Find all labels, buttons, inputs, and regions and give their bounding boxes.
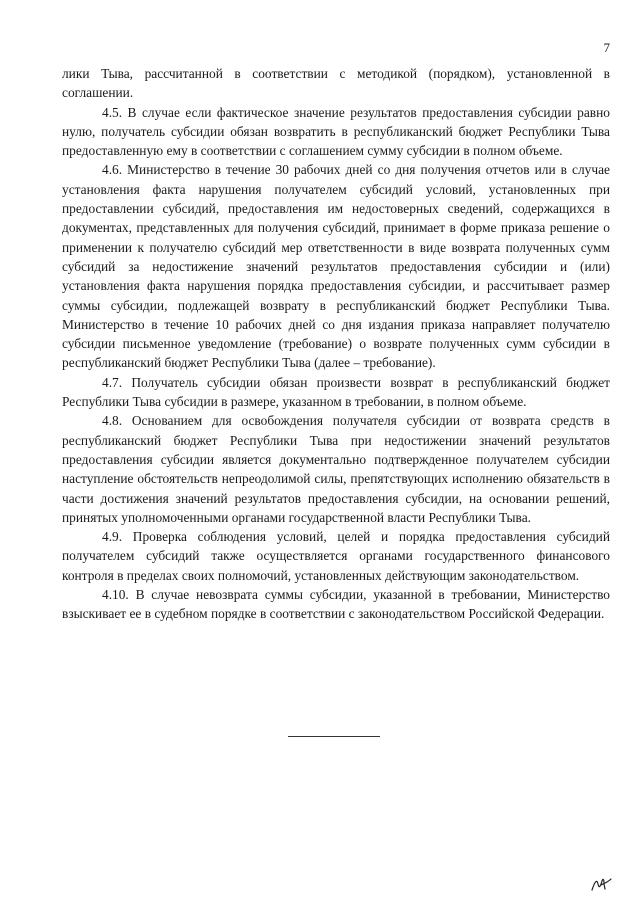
end-of-document-rule [288,736,380,737]
paragraph-4-9: 4.9. Проверка соблюдения условий, целей и порядка предоставления субсидий получателем субсидий также осуществляется органами государственного финансового контроля в пределах своих полномочий, установленных действующим законодательством. [62,529,610,583]
paragraph-4-7: 4.7. Получатель субсидии обязан произвести возврат в республиканский бюджет Республики Тыва субсидии в размере, указанном в требовании, в полном объеме. [62,374,610,410]
paragraph-4-8: 4.8. Основанием для освобождения получателя субсидии от возврата средств в республиканский бюджет Республики Тыва при недостижении значений результатов предоставления субсидии является документально подтвержденное получателем субсидии наступление обстоятельств непреодолимой силы, препятствующих исполнению обязательств в части достижения значений результатов предоставления субсидии, на основании решений, принятых уполномоченными органами государственной власти Республики Тыва. [62,413,610,525]
paragraph-4-5: 4.5. В случае если фактическое значение результатов предоставления субсидии равно нулю, получатель субсидии обязан возвратить в республиканский бюджет Республики Тыва предоставленную ему в соответствии с соглашением сумму субсидии в полном объеме. [62,104,610,159]
page-number: 7 [603,40,610,55]
paragraph-4-6: 4.6. Министерство в течение 30 рабочих дней со дня получения отчетов или в случае установления факта нарушения получателем субсидий условий, установленных при предоставлении субсидий, предоставления им недостоверных сведений, содержащихся в документах, представленных для получения субсидий, принимает в форме приказа решение о применении к получателю субсидий мер ответственности в виде возврата полученных сумм субсидий за недостижение значений результатов предоставления субсидии и (или) установления факта нарушения порядка предоставления субсидии, и рассчитывает размер суммы субсидии, подлежащей возврату в республиканский бюджет Республики Тыва. Министерство в течение 10 рабочих дней со дня издания приказа направляет получателю субсидии письменное уведомление (требование) о возврате полученных сумм субсидии в республиканский бюджет Республики Тыва (далее – требование). [62,162,610,371]
paragraph-4-10: 4.10. В случае невозврата суммы субсидии, указанной в требовании, Министерство взыскивает ее в судебном порядке в соответствии с законодательством Российской Федерации. [62,587,610,622]
handwritten-initials-icon [590,875,612,893]
document-body [62,64,610,624]
paragraph-continuation: лики Тыва, рассчитанной в соответствии с методикой (порядком), установленной в соглашении. [62,66,610,101]
